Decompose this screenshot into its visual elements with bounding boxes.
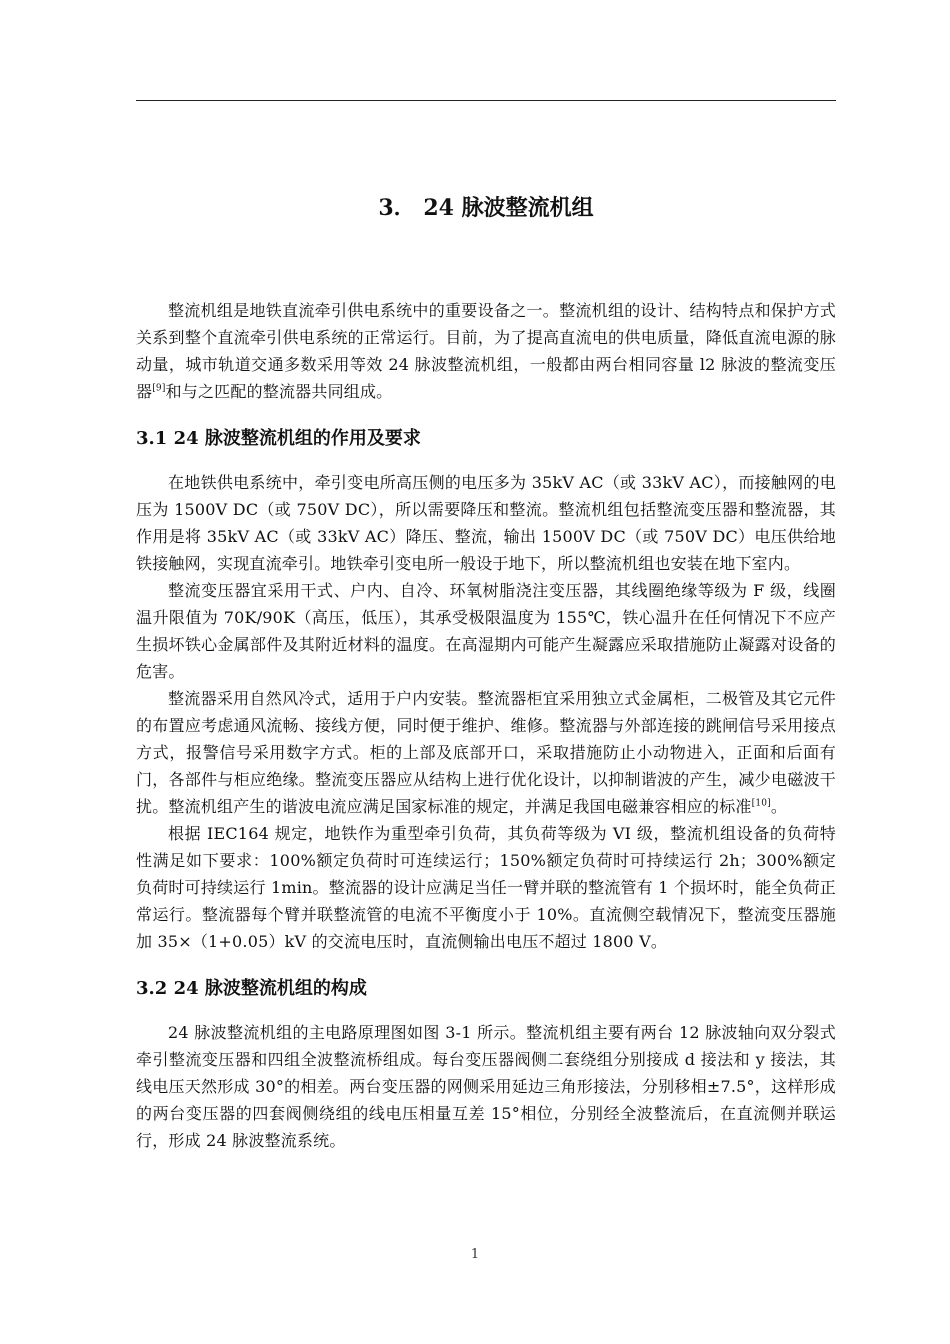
page-number: 1 <box>470 1247 480 1262</box>
citation-9: [9] <box>152 383 166 394</box>
chapter-title: 3． 24 脉波整流机组 <box>378 195 594 221</box>
section-3-2-title: 3.2 24 脉波整流机组的构成 <box>136 978 367 999</box>
section-3-1-paragraph-3-after: 。 <box>770 797 788 816</box>
section-3-1-paragraph-4: 根据 IEC164 规定，地铁作为重型牵引负荷，其负荷等级为 VI 级，整流机组设备的负荷特性满足如下要求：100%额定负荷时可连续运行；150%额定负荷时可持续运行 2h；300%额定负荷时可持续运行 1min。整流器的设计应满足当任一臂并联的整流管有 1 个损坏时，能全负荷正常运行。整流器每个臂并联整流管的电流不平衡度小于 10%。直流侧空载情况下，整流变压器施加 35×（1+0.05）kV 的交流电压时，直流侧输出电压不超过 1800 V。 <box>136 824 836 951</box>
citation-10: [10] <box>751 798 771 809</box>
intro-paragraph <box>136 297 836 405</box>
section-3-1-paragraph-1: 在地铁供电系统中，牵引变电所高压侧的电压多为 35kV AC（或 33kV AC），而接触网的电压为 1500V DC（或 750V DC），所以需要降压和整流。整流机组包括整流变压器和整流器，其作用是将 35kV AC（或 33kV AC）降压、整流，输出 1500V DC（或 750V DC）电压供给地铁接触网，实现直流牵引。地铁牵引变电所一般设于地下，所以整流机组也安装在地下室内。 <box>136 473 836 573</box>
section-3-2-paragraph-1: 24 脉波整流机组的主电路原理图如图 3-1 所示。整流机组主要有两台 12 脉波轴向双分裂式牵引整流变压器和四组全波整流桥组成。每台变压器阀侧二套绕组分别接成 d 接法和 y 接法，其线电压天然形成 30°的相差。两台变压器的网侧采用延边三角形接法，分别移相±7.5°，这样形成的两台变压器的四套阀侧绕组的线电压相量互差 15°相位，分别经全波整流后，在直流侧并联运行，形成 24 脉波整流系统。 <box>136 1023 836 1150</box>
intro-text-after: 和与之匹配的整流器共同组成。 <box>165 382 393 401</box>
header-rule <box>136 100 836 101</box>
section-3-1-title: 3.1 24 脉波整流机组的作用及要求 <box>136 428 421 449</box>
page-content <box>136 193 836 1154</box>
section-3-1-paragraph-3-text: 整流器采用自然风冷式，适用于户内安装。整流器柜宜采用独立式金属柜，二极管及其它元件的布置应考虑通风流畅、接线方便，同时便于维护、维修。整流器与外部连接的跳闸信号采用接点方式，报警信号采用数字方式。柜的上部及底部开口，采取措施防止小动物进入，正面和后面有门，各部件与柜应绝缘。整流变压器应从结构上进行优化设计，以抑制谐波的产生，减少电磁波干扰。整流机组产生的谐波电流应满足国家标准的规定，并满足我国电磁兼容相应的标准 <box>136 689 836 816</box>
intro-text: 整流机组是地铁直流牵引供电系统中的重要设备之一。整流机组的设计、结构特点和保护方式关系到整个直流牵引供电系统的正常运行。目前，为了提高直流电的供电质量，降低直流电源的脉动量，城市轨道交通多数采用等效 24 脉波整流机组，一般都由两台相同容量 l2 脉波的整流变压器 <box>136 301 836 401</box>
section-3-1-paragraph-3 <box>136 685 836 820</box>
section-3-1-paragraph-2: 整流变压器宜采用干式、户内、自冷、环氧树脂浇注变压器，其线圈绝缘等级为 F 级，线圈温升限值为 70K/90K（高压，低压），其承受极限温度为 155℃，铁心温升在任何情况下不应产生损坏铁心金属部件及其附近材料的温度。在高湿期内可能产生凝露应采取措施防止凝露对设备的危害。 <box>136 581 836 681</box>
